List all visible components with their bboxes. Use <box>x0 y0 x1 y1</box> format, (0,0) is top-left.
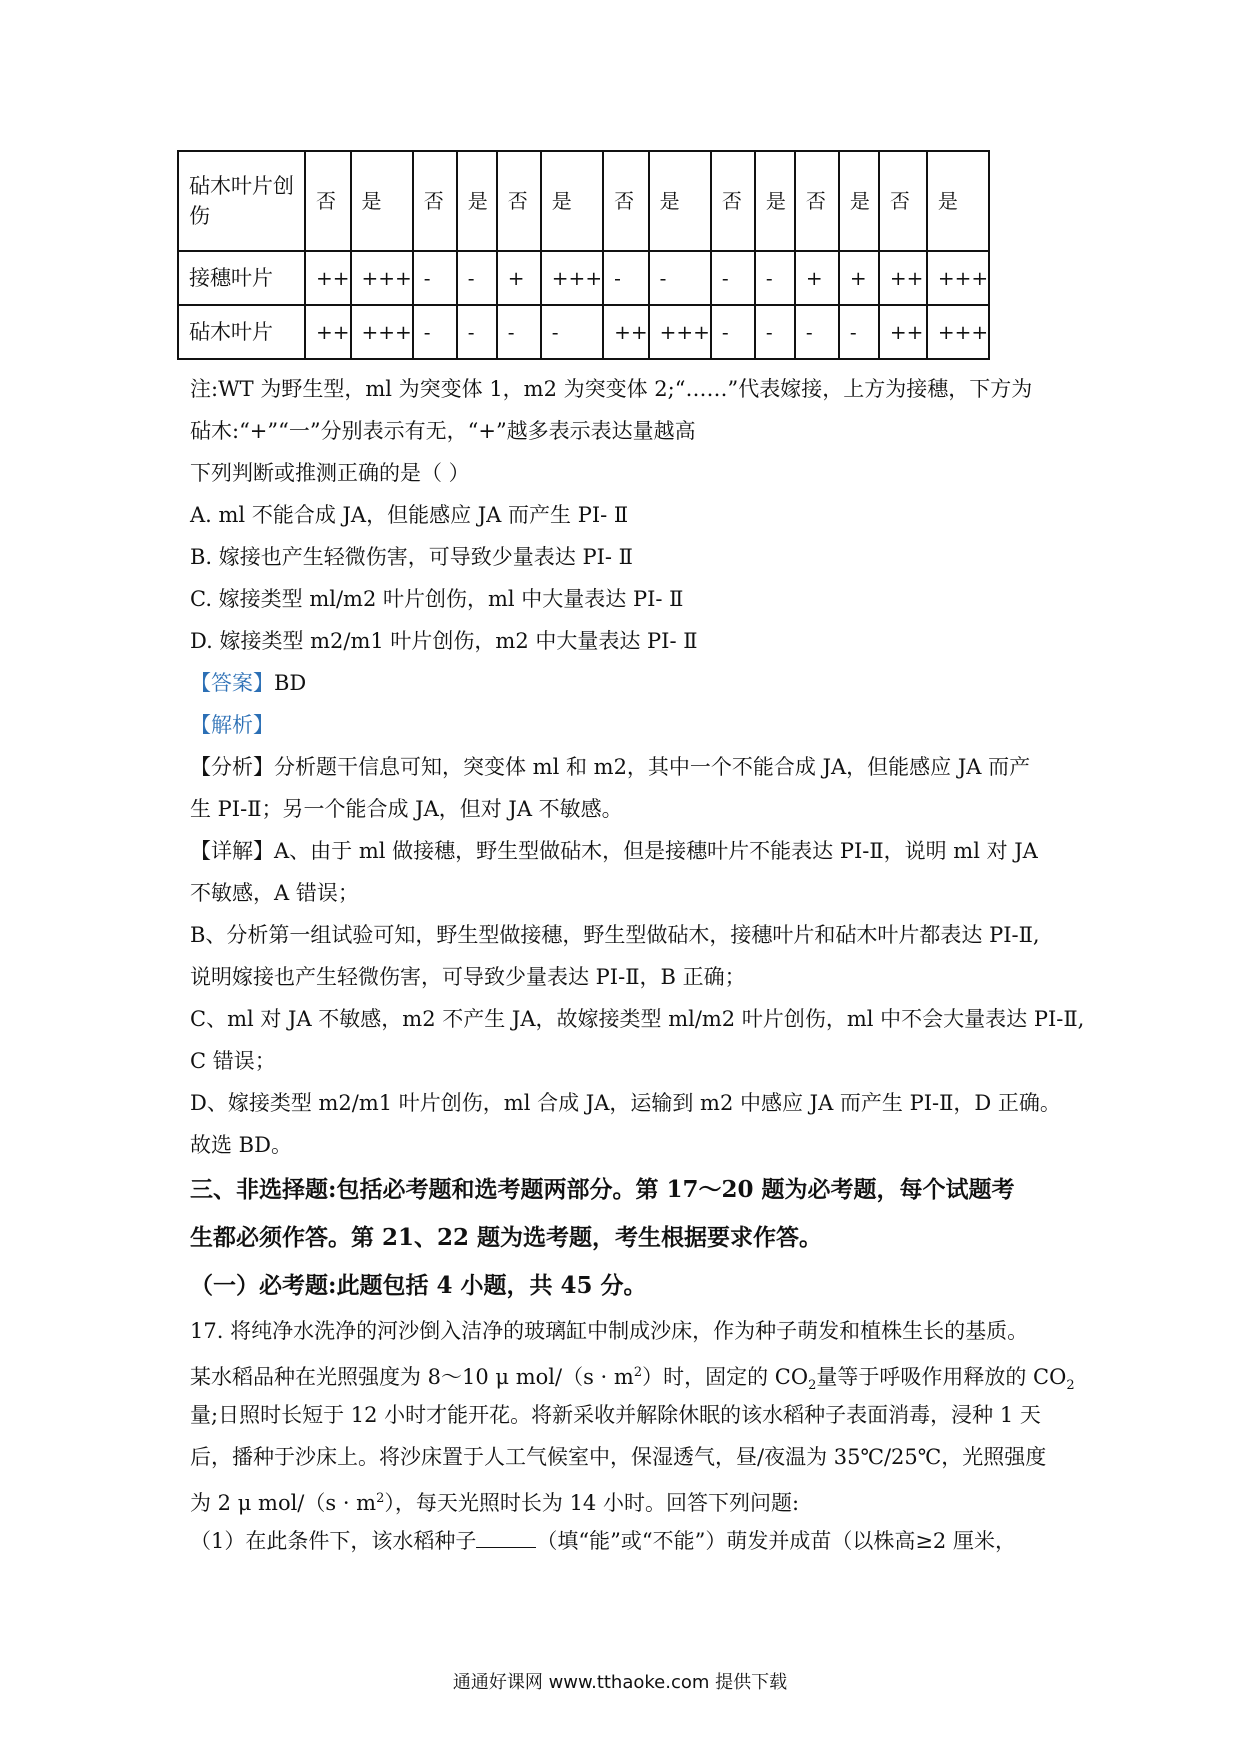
analysis-text: 不敏感，A 错误； <box>190 881 359 905</box>
q17-sub-1: 2 <box>808 1378 817 1394</box>
table-cell: 否 <box>603 151 649 251</box>
analysis-line <box>190 1040 1070 1082</box>
table-cell: 是 <box>541 151 603 251</box>
q17-line-2-b: ）时，固定的 CO <box>642 1365 809 1389</box>
table-note <box>190 368 1085 1562</box>
table-cell: +++ <box>541 251 603 305</box>
table-cell: + <box>795 251 839 305</box>
q17-line-6-a: （1）在此条件下，该水稻种子 <box>190 1529 477 1553</box>
q17-sub-2: 2 <box>1066 1378 1075 1394</box>
table-cell: - <box>839 305 879 359</box>
table-cell: 是 <box>839 151 879 251</box>
section-title-line-3: （一）必考题:此题包括 4 小题，共 45 分。 <box>190 1272 647 1299</box>
table-cell: ++ <box>305 251 351 305</box>
q17-line-6 <box>190 1520 1070 1562</box>
analysis-text: 说明嫁接也产生轻微伤害，可导致少量表达 PI-Ⅱ，B 正确； <box>190 965 746 989</box>
table-cell: + <box>839 251 879 305</box>
row-header: 砧木叶片 <box>178 305 305 359</box>
q17-line-1: 17. 将纯净水洗净的河沙倒入洁净的玻璃缸中制成沙床，作为种子萌发和植株生长的基质。 <box>190 1319 1029 1343</box>
analysis-text: B、分析第一组试验可知，野生型做接穗，野生型做砧木，接穗叶片和砧木叶片都表达 PI-Ⅱ, <box>190 923 1040 947</box>
option-c: C. 嫁接类型 ml/m2 叶片创伤，ml 中大量表达 PI- Ⅱ <box>190 587 684 611</box>
answer-value: BD <box>274 671 307 695</box>
table-cell: 否 <box>711 151 755 251</box>
analysis-text: D、嫁接类型 m2/m1 叶片创伤，ml 合成 JA，运输到 m2 中感应 JA 而产生 PI-Ⅱ，D 正确。 <box>190 1091 1061 1115</box>
analysis-subtag: 【分析】 <box>190 755 274 779</box>
q17-sup-2: 2 <box>376 1491 385 1506</box>
q17-line-3: 量;日照时长短于 12 小时才能开花。将新采收并解除休眠的该水稻种子表面消毒，浸种 1 天 <box>190 1403 1041 1427</box>
table-cell: ++ <box>603 305 649 359</box>
table-cell: 是 <box>457 151 497 251</box>
answer-tag: 【答案】 <box>190 671 274 695</box>
table-cell: 否 <box>795 151 839 251</box>
table-cell: - <box>457 305 497 359</box>
option-a: A. ml 不能合成 JA，但能感应 JA 而产生 PI- Ⅱ <box>190 503 629 527</box>
table-cell: - <box>603 251 649 305</box>
table-cell: - <box>711 251 755 305</box>
row-header: 接穗叶片 <box>178 251 305 305</box>
q17-line-5 <box>190 1478 1070 1520</box>
analysis-tag: 【解析】 <box>190 713 274 737</box>
table-cell: - <box>755 305 795 359</box>
table-row <box>178 305 989 359</box>
q17-line-5-a: 为 2 μ mol/（s · m <box>190 1491 377 1515</box>
analysis-line <box>190 998 1085 1040</box>
table-cell: 否 <box>305 151 351 251</box>
analysis-heading <box>190 704 1070 746</box>
table-cell: - <box>541 305 603 359</box>
note-line-1: 注:WT 为野生型，ml 为突变体 1，m2 为突变体 2;“……”代表嫁接，上方为接穗，下方为 <box>190 377 1033 401</box>
table-cell: ++ <box>305 305 351 359</box>
option-b: B. 嫁接也产生轻微伤害，可导致少量表达 PI- Ⅱ <box>190 545 633 569</box>
table-cell: 否 <box>413 151 457 251</box>
analysis-line <box>190 872 1070 914</box>
table-row <box>178 251 989 305</box>
table-cell: + <box>497 251 541 305</box>
table-cell: +++ <box>927 305 989 359</box>
table-cell: - <box>413 305 457 359</box>
question-stem: 下列判断或推测正确的是（ ） <box>190 461 470 485</box>
table-cell: 是 <box>649 151 711 251</box>
q17-line-6-b: （填“能”或“不能”）萌发并成苗（以株高≥2 厘米， <box>536 1529 1016 1553</box>
answer-blank[interactable] <box>476 1529 536 1548</box>
table-cell: - <box>795 305 839 359</box>
q17-line-2 <box>190 1352 1075 1394</box>
table-cell: 否 <box>497 151 541 251</box>
analysis-text: A、由于 ml 做接穗，野生型做砧木，但是接穗叶片不能表达 PI-Ⅱ，说明 ml 对 JA <box>274 839 1038 863</box>
footer-source: 通通好课网 www.tthaoke.com 提供下载 <box>452 1672 788 1693</box>
analysis-line <box>190 914 1070 956</box>
table-cell: - <box>755 251 795 305</box>
q17-line-4: 后，播种于沙床上。将沙床置于人工气候室中，保湿透气，昼/夜温为 35℃/25℃，光照强度 <box>190 1445 1047 1469</box>
option-d: D. 嫁接类型 m2/m1 叶片创伤，m2 中大量表达 PI- Ⅱ <box>190 629 698 653</box>
table-cell: 是 <box>351 151 413 251</box>
analysis-line <box>190 1124 1070 1166</box>
analysis-subtag: 【详解】 <box>190 839 274 863</box>
data-table <box>177 150 990 360</box>
table-cell: 是 <box>927 151 989 251</box>
table-cell: ++ <box>879 251 927 305</box>
table-cell: 否 <box>879 151 927 251</box>
table-cell: - <box>497 305 541 359</box>
q17-line-2-a: 某水稻品种在光照强度为 8～10 μ mol/（s · m <box>190 1365 634 1389</box>
table-cell: +++ <box>351 305 413 359</box>
analysis-line <box>190 1082 1070 1124</box>
analysis-text: 生 PI-Ⅱ；另一个能合成 JA，但对 JA 不敏感。 <box>190 797 623 821</box>
table-cell: +++ <box>351 251 413 305</box>
analysis-text: 分析题干信息可知，突变体 ml 和 m2，其中一个不能合成 JA，但能感应 JA 而产 <box>274 755 1031 779</box>
analysis-line <box>190 788 1070 830</box>
table-cell: - <box>649 251 711 305</box>
table-cell: - <box>413 251 457 305</box>
analysis-line <box>190 956 1070 998</box>
table-cell: +++ <box>649 305 711 359</box>
table-cell: ++ <box>879 305 927 359</box>
section-title-line-2: 生都必须作答。第 21、22 题为选考题，考生根据要求作答。 <box>190 1224 823 1251</box>
table-cell: +++ <box>927 251 989 305</box>
q17-sup-1: 2 <box>633 1365 643 1380</box>
analysis-line <box>190 746 1070 788</box>
answer-line <box>190 662 1070 704</box>
analysis-text: C、ml 对 JA 不敏感，m2 不产生 JA，故嫁接类型 ml/m2 叶片创伤，ml 中不会大量表达 PI-Ⅱ, <box>190 1007 1085 1031</box>
table-cell: - <box>457 251 497 305</box>
analysis-text: 故选 BD。 <box>190 1133 292 1157</box>
analysis-line <box>190 830 1070 872</box>
q17-line-2-c: 量等于呼吸作用释放的 CO <box>816 1365 1067 1389</box>
table-cell: 是 <box>755 151 795 251</box>
table-cell: - <box>711 305 755 359</box>
table-row <box>178 151 989 251</box>
analysis-text: C 错误； <box>190 1049 276 1073</box>
section-title-line-1: 三、非选择题:包括必考题和选考题两部分。第 17～20 题为必考题，每个试题考 <box>190 1176 1015 1203</box>
row-header: 砧木叶片创伤 <box>178 151 305 251</box>
q17-line-5-b: ），每天光照时长为 14 小时。回答下列问题: <box>384 1491 800 1515</box>
note-line-2: 砧木:“+”“一”分别表示有无，“+”越多表示表达量越高 <box>190 419 696 443</box>
analysis-body <box>190 746 1085 1166</box>
